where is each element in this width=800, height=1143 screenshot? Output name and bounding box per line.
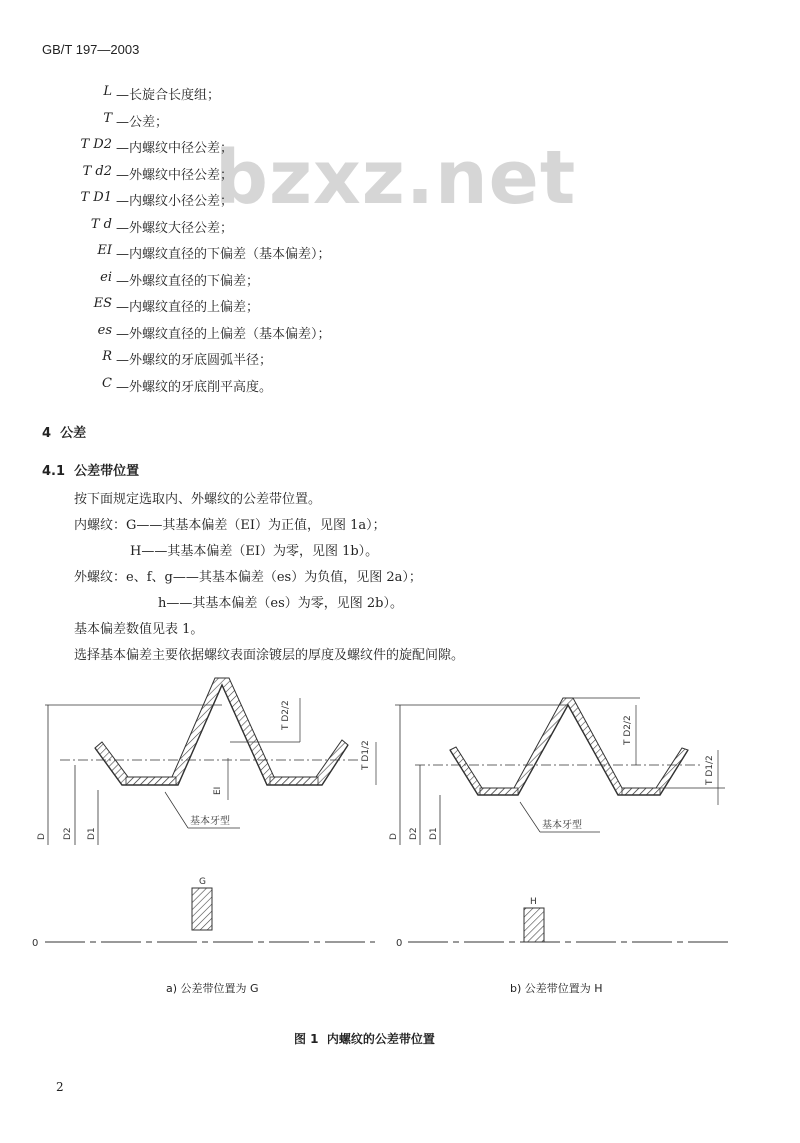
leader-line (520, 802, 540, 832)
symbol-desc: —外螺纹大径公差； (116, 221, 234, 236)
section-heading (42, 422, 86, 441)
symbol-row (60, 323, 540, 349)
symbol-row (60, 217, 540, 243)
figure-1-diagram (0, 670, 800, 1010)
page-number: 2 (56, 1080, 64, 1094)
section-title: 公差 (60, 426, 87, 441)
tolerance-zone-band (450, 698, 688, 795)
dim-label: T D1/2 (705, 755, 715, 785)
symbol-desc: —内螺纹直径的下偏差（基本偏差）； (116, 247, 331, 262)
symbol-row (60, 137, 540, 163)
dim-label: T D2/2 (281, 700, 291, 730)
leader-line (165, 792, 188, 828)
watermark: bzxz.net (215, 135, 577, 221)
symbol: C (102, 376, 112, 391)
dim-label: D (389, 833, 399, 840)
dim-label: D1 (87, 827, 97, 840)
figure-title-text: 内螺纹的公差带位置 (326, 1032, 435, 1046)
symbol-row (60, 270, 540, 296)
symbol-row (60, 296, 540, 322)
standard-code-header: GB/T 197—2003 (42, 42, 140, 57)
figure-b-caption: b) 公差带位置为 H (510, 982, 603, 995)
symbol: L (103, 84, 112, 99)
figure-number: 图 1 (294, 1032, 319, 1046)
symbol-desc: —内螺纹中径公差； (116, 141, 234, 156)
symbol: R (102, 349, 112, 364)
paragraph: 外螺纹：e、f、g——其基本偏差（es）为负值，见图 2a）； (74, 570, 422, 585)
symbol: EI (97, 243, 112, 258)
dim-label: EI (213, 786, 223, 795)
subsection-heading (42, 460, 139, 479)
symbol: T d (90, 217, 112, 232)
root-tolerance-zone (480, 788, 518, 795)
paragraph: 选择基本偏差主要依据螺纹表面涂镀层的厚度及螺纹件的旋配间隙。 (74, 648, 465, 663)
paragraph: h——其基本偏差（es）为零，见图 2b）。 (158, 596, 403, 611)
symbol-row (60, 243, 540, 269)
section-number: 4 (42, 426, 52, 441)
zero-label: 0 (396, 938, 403, 949)
dim-label: D (37, 833, 47, 840)
symbol-desc: —外螺纹直径的上偏差（基本偏差）； (116, 327, 331, 342)
zero-label: 0 (32, 938, 39, 949)
tolerance-zone-g (192, 888, 212, 930)
root-tolerance-zone (126, 777, 176, 785)
figure-b (389, 698, 728, 949)
symbol-row (60, 111, 540, 137)
dim-label: T D1/2 (361, 740, 371, 770)
symbol-desc: —外螺纹的牙底削平高度。 (116, 380, 273, 395)
symbol-desc: —外螺纹中径公差； (116, 168, 234, 183)
basic-profile-line (450, 705, 688, 795)
dim-label: T D2/2 (623, 715, 633, 745)
dim-label: D1 (429, 827, 439, 840)
subsection-title: 公差带位置 (74, 464, 140, 479)
root-tolerance-zone (622, 788, 660, 795)
symbol-desc: —外螺纹直径的下偏差； (116, 274, 260, 289)
symbol: T D1 (80, 190, 112, 205)
symbol-row (60, 84, 540, 110)
tolerance-zone-band (95, 678, 348, 785)
figure-title (294, 1030, 435, 1047)
dim-label: D2 (63, 827, 73, 840)
paragraph: 按下面规定选取内、外螺纹的公差带位置。 (74, 492, 322, 507)
dim-label: D2 (409, 827, 419, 840)
tolerance-zone-h (524, 908, 544, 942)
symbol-row (60, 376, 540, 402)
basic-profile-line (95, 685, 348, 785)
symbol: ES (93, 296, 112, 311)
symbol: T d2 (82, 164, 112, 179)
symbol: es (97, 323, 112, 338)
figure-a-caption: a) 公差带位置为 G (166, 982, 259, 995)
subsection-number: 4.1 (42, 464, 66, 479)
symbol-desc: —内螺纹小径公差； (116, 194, 234, 209)
symbol-row (60, 164, 540, 190)
symbol-row (60, 349, 540, 375)
symbol: ei (100, 270, 112, 285)
symbol-desc: —公差； (116, 115, 169, 130)
paragraph: 基本偏差数值见表 1。 (74, 622, 204, 637)
figure-a (32, 678, 376, 949)
basic-profile-label: 基本牙型 (542, 820, 582, 831)
zone-label: H (530, 897, 537, 907)
symbol: T (103, 111, 112, 126)
symbol-desc: —内螺纹直径的上偏差； (116, 300, 260, 315)
paragraph: 内螺纹：G——其基本偏差（EI）为正值，见图 1a）； (74, 518, 386, 533)
symbol-desc: —外螺纹的牙底圆弧半径； (116, 353, 273, 368)
symbol-desc: —长旋合长度组； (116, 88, 221, 103)
symbol-row (60, 190, 540, 216)
paragraph: H——其基本偏差（EI）为零，见图 1b）。 (130, 544, 379, 559)
root-tolerance-zone (270, 777, 318, 785)
symbol: T D2 (80, 137, 112, 152)
basic-profile-label: 基本牙型 (190, 816, 230, 827)
zone-label: G (199, 877, 206, 887)
